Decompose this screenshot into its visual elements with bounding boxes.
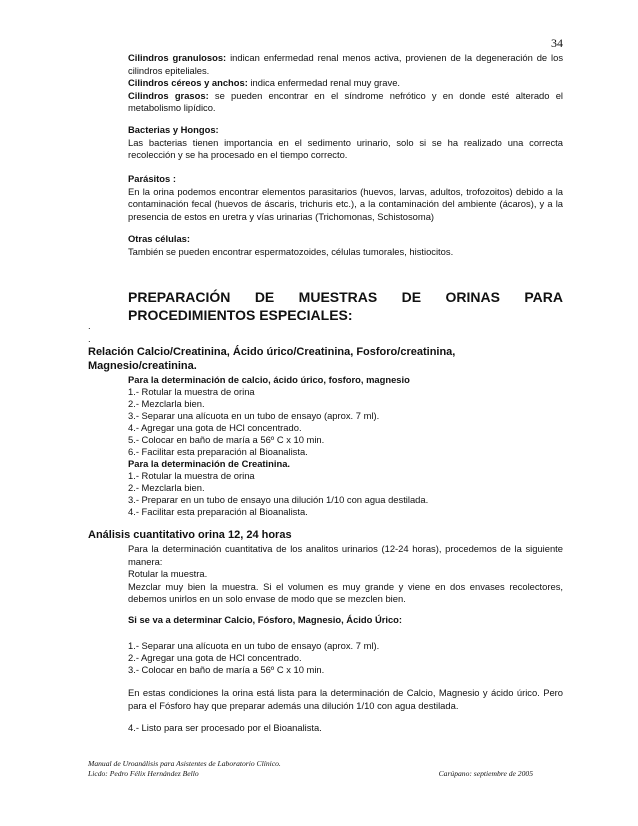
- footer: [88, 759, 563, 779]
- main-heading-text: PREPARACIÓN DE MUESTRAS DE ORINAS PARA PROCEDIMIENTOS ESPECIALES:: [128, 289, 563, 323]
- page-number: 34: [551, 36, 563, 50]
- footer-place-date: Carúpano: septiembre de 2005: [438, 769, 533, 778]
- granulosos-label: Cilindros granulosos:: [128, 52, 227, 63]
- relacion-sub2: Para la determinación de Creatinina.: [128, 458, 291, 469]
- cereos-paragraph: [88, 77, 563, 90]
- analisis-intro: Para la determinación cuantitativa de los analitos urinarios (12-24 horas), procedemos de la siguiente manera:: [128, 543, 563, 567]
- relacion-step1-3: 3.- Separar una alícuota en un tubo de ensayo (aprox. 7 ml).: [128, 410, 380, 421]
- casts-section: [88, 52, 563, 115]
- bacterias-title: Bacterias y Hongos:: [128, 124, 219, 135]
- parasitos-title: Parásitos :: [128, 173, 176, 184]
- cereos-text: indica enfermedad renal muy grave.: [247, 77, 401, 89]
- relacion-sub1: Para la determinación de calcio, ácido úrico, fosforo, magnesio: [128, 374, 410, 385]
- parasitos-text: En la orina podemos encontrar elementos parasitarios (huevos, larvas, adultos, trofozoitos) debido a la contaminación fecal (huevos de áscaris, trichuris etc.), a la contaminación del ambiente (ácaros), y a la presencia de estos en uretra y vías urinarias (Trichomonas, Schistosoma): [128, 185, 563, 222]
- footer-manual-title: Manual de Uroanálisis para Asistentes de Laboratorio Clínico.: [88, 759, 281, 768]
- relacion-step2-4: 4.- Facilitar esta preparación al Bioanalista.: [128, 506, 308, 517]
- relacion-step1-4: 4.- Agregar una gota de HCl concentrado.: [128, 422, 302, 433]
- condiciones-block: [88, 687, 563, 712]
- relacion-step1-5: 5.- Colocar en baño de maría a 56º C x 10 min.: [128, 434, 325, 445]
- analisis-condiciones: En estas condiciones la orina está lista para la determinación de Calcio, Magnesio y ácido úrico. Pero para el Fósforo hay que preparar además una dilución 1/10 con agua destilada.: [128, 687, 563, 711]
- bacterias-text: Las bacterias tienen importancia en el sedimento urinario, solo si se ha realizado una correcta recolección y se ha procesado en el tiempo correcto.: [128, 136, 563, 161]
- analisis-intro-block: [88, 543, 563, 606]
- grasos-label: Cilindros grasos:: [128, 89, 209, 101]
- grasos-paragraph: [88, 90, 563, 115]
- relacion-step2-1: 1.- Rotular la muestra de orina: [128, 470, 255, 481]
- relacion-step2-2: 2.- Mezclarla bien.: [128, 482, 205, 493]
- footer-author: Licdo: Pedro Félix Hernández Bello: [88, 769, 199, 778]
- cereos-label: Cilindros céreos y anchos:: [128, 77, 248, 89]
- analisis-step-1: 1.- Separar una alícuota en un tubo de ensayo (aprox. 7 ml).: [128, 640, 380, 651]
- analisis-step-2: 2.- Agregar una gota de HCl concentrado.: [128, 652, 302, 663]
- grasos-text: se pueden encontrar en el síndrome nefrótico y en donde esté alterado el metabolismo lipídico.: [128, 89, 563, 114]
- analisis-title: Análisis cuantitativo orina 12, 24 horas: [88, 529, 292, 541]
- relacion-step1-6: 6.- Facilitar esta preparación al Bioanalista.: [128, 446, 308, 457]
- granulosos-paragraph: [88, 52, 563, 77]
- otras-text: También se pueden encontrar espermatozoides, células tumorales, histiocitos.: [128, 245, 454, 257]
- relacion-step2-3: 3.- Preparar en un tubo de ensayo una dilución 1/10 con agua destilada.: [128, 494, 429, 505]
- analisis-step-3: 3.- Colocar en baño de maría a 56º C x 10 min.: [128, 664, 325, 675]
- analisis-mezclar: Mezclar muy bien la muestra. Si el volumen es muy grande y viene en dos envases recolectores, debemos unirlos en un solo envase de modo que se mezclen bien.: [128, 580, 563, 605]
- parasitos-section: [88, 173, 563, 223]
- document-page: [88, 0, 563, 826]
- relacion-step1-2: 2.- Mezclarla bien.: [128, 398, 205, 409]
- bacterias-section: [88, 124, 563, 162]
- granulosos-text: indican enfermedad renal menos activa, provienen de la degeneración de los cilindros epiteliales.: [128, 52, 564, 76]
- dot-1: .: [88, 320, 91, 331]
- otras-section: [88, 233, 563, 258]
- otras-title: Otras células:: [128, 233, 191, 244]
- main-heading: [88, 288, 563, 324]
- relacion-step1-1: 1.- Rotular la muestra de orina: [128, 386, 255, 397]
- dot-2: .: [88, 333, 91, 344]
- relacion-title: Relación Calcio/Creatinina, Ácido úrico/Creatinina, Fosforo/creatinina, Magnesio/creatinina.: [88, 346, 456, 372]
- analisis-sub: Si se va a determinar Calcio, Fósforo, Magnesio, Ácido Úrico:: [128, 614, 403, 625]
- analisis-step-4: 4.- Listo para ser procesado por el Bioanalista.: [128, 722, 322, 733]
- analisis-rotular: Rotular la muestra.: [128, 568, 208, 580]
